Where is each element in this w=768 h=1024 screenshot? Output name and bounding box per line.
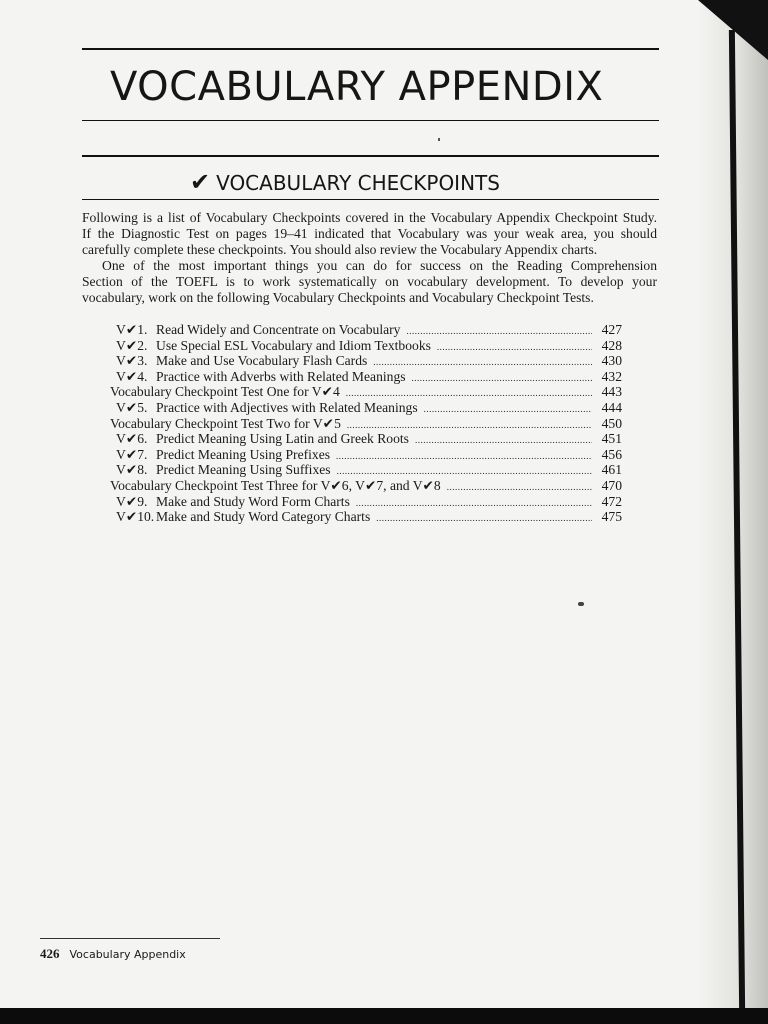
checkpoint-number: V✔5. (116, 399, 148, 415)
checkpoint-number: V✔4. (116, 368, 148, 384)
checkpoint-title: Make and Use Vocabulary Flash Cards (156, 353, 368, 369)
section-heading (190, 168, 500, 196)
checkpoint-title: Make and Study Word Form Charts (156, 493, 350, 509)
page-number: 426 (40, 946, 60, 961)
print-speck (438, 138, 440, 141)
toc-row (110, 462, 622, 478)
checkpoint-page: 432 (601, 368, 622, 384)
checkpoint-title: Vocabulary Checkpoint Test Three for V✔6, V✔7, and V✔8 (110, 477, 441, 493)
intro-line: If the Diagnostic Test on pages 19–41 indicated that Vocabulary was your weak area, you should (82, 226, 657, 241)
checkpoint-list (110, 322, 622, 525)
checkpoint-page: 456 (601, 446, 622, 462)
checkpoint-title: Practice with Adverbs with Related Meanings (156, 368, 406, 384)
checkpoint-title: Predict Meaning Using Latin and Greek Roots (156, 431, 409, 447)
scan-bottom-edge (0, 1008, 768, 1024)
checkpoint-number: V✔7. (116, 446, 148, 462)
checkpoint-page: 427 (601, 322, 622, 337)
title-top-rule (82, 48, 659, 50)
page-footer (40, 946, 186, 962)
checkpoint-page: 475 (601, 509, 622, 525)
toc-row (110, 416, 622, 432)
checkpoint-number: V✔2. (116, 337, 148, 353)
toc-row (110, 431, 622, 447)
intro-line: carefully complete these checkpoints. You should also review the Vocabulary Appendix charts. (82, 242, 598, 257)
intro-line: Following is a list of Vocabulary Checkpoints covered in the Vocabulary Appendix Checkpoint Study. (82, 210, 657, 225)
toc-row (110, 338, 622, 354)
dot-leader (376, 509, 592, 527)
checkpoint-page: 428 (601, 337, 622, 353)
section-bottom-rule (82, 199, 659, 200)
checkpoint-number: V✔8. (116, 462, 148, 478)
checkpoint-title: Vocabulary Checkpoint Test One for V✔4 (110, 384, 340, 400)
intro-paragraph-1 (82, 210, 657, 258)
section-title: VOCABULARY CHECKPOINTS (216, 171, 500, 195)
checkmark-icon: ✔ (190, 168, 211, 196)
intro-line: Section of the TOEFL is to work systematically on vocabulary development. To develop your (82, 274, 657, 289)
title-bottom-rule (82, 120, 659, 121)
checkpoint-number: V✔1. (116, 322, 148, 337)
intro-line: vocabulary, work on the following Vocabulary Checkpoints and Vocabulary Checkpoint Tests. (82, 290, 594, 305)
checkpoint-number: V✔3. (116, 353, 148, 369)
intro-paragraph-2 (82, 258, 657, 306)
print-speck (578, 602, 584, 606)
checkpoint-title: Vocabulary Checkpoint Test Two for V✔5 (110, 415, 341, 431)
checkpoint-page: 450 (601, 415, 622, 431)
running-title: Vocabulary Appendix (69, 948, 186, 961)
footer-rule (40, 938, 220, 939)
toc-row (110, 509, 622, 525)
toc-row (110, 494, 622, 510)
checkpoint-title: Predict Meaning Using Suffixes (156, 462, 331, 478)
checkpoint-page: 443 (601, 384, 622, 400)
checkpoint-page: 444 (601, 399, 622, 415)
page-corner (698, 0, 768, 60)
checkpoint-title: Predict Meaning Using Prefixes (156, 446, 331, 462)
toc-row (110, 353, 622, 369)
checkpoint-title: Make and Study Word Category Charts (156, 509, 371, 525)
checkpoint-page: 470 (601, 477, 622, 493)
checkpoint-page: 430 (601, 353, 622, 369)
toc-row (110, 369, 622, 385)
section-top-rule (82, 155, 659, 157)
checkpoint-title: Use Special ESL Vocabulary and Idiom Textbooks (156, 337, 431, 353)
intro-line: One of the most important things you can do for success on the Reading Comprehension (102, 258, 657, 273)
checkpoint-title: Practice with Adjectives with Related Meanings (156, 399, 418, 415)
checkpoint-number: V✔6. (116, 431, 148, 447)
toc-row (110, 400, 622, 416)
checkpoint-page: 461 (601, 462, 622, 478)
toc-row (110, 384, 622, 400)
toc-row (110, 447, 622, 463)
checkpoint-number: V✔10. (116, 509, 155, 525)
toc-row (110, 322, 622, 338)
checkpoint-page: 451 (601, 431, 622, 447)
checkpoint-title: Read Widely and Concentrate on Vocabulary (156, 322, 401, 337)
checkpoint-page: 472 (601, 493, 622, 509)
page-title: VOCABULARY APPENDIX (110, 64, 604, 110)
checkpoint-number: V✔9. (116, 493, 148, 509)
toc-row (110, 478, 622, 494)
